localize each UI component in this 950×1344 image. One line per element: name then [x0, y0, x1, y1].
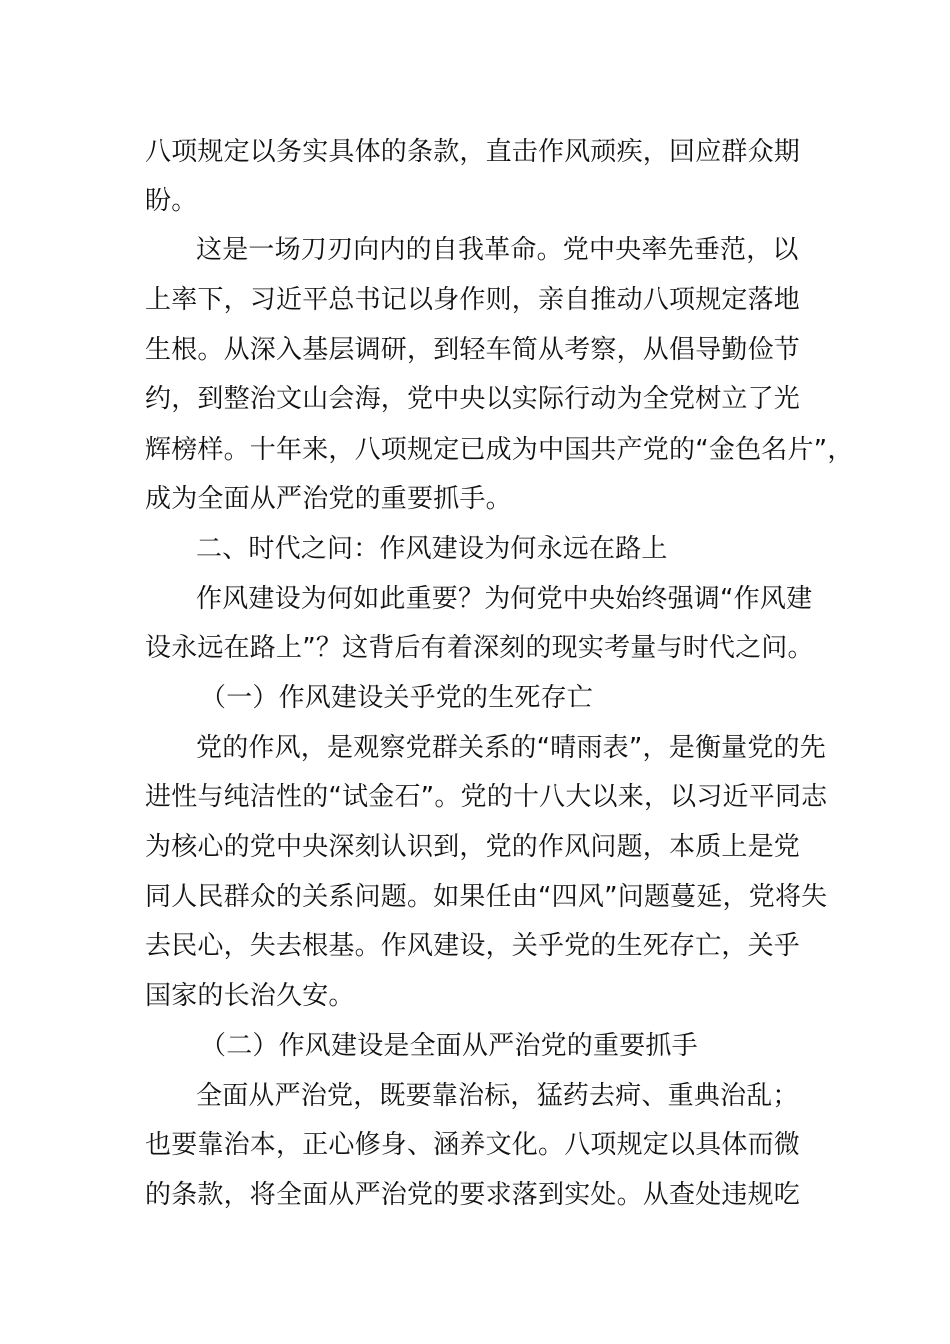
text-line: 盼。 [145, 186, 198, 216]
text-line: 党的作风，是观察党群关系的“晴雨表”，是衡量党的先 [196, 733, 826, 763]
text-line: 这是一场刀刃向内的自我革命。党中央率先垂范，以 [196, 235, 799, 265]
text-line: 国家的长治久安。 [145, 981, 355, 1011]
subsection-heading: （一）作风建设关乎党的生死存亡 [200, 683, 594, 713]
text-line: 也要靠治本，正心修身、涵养文化。八项规定以具体而微 [145, 1130, 801, 1160]
text-line: 辉榜样。十年来，八项规定已成为中国共产党的“金色名片”， [145, 435, 854, 465]
text-line: 设永远在路上”？这背后有着深刻的现实考量与时代之问。 [145, 633, 814, 663]
text-line: 成为全面从严治党的重要抓手。 [145, 484, 512, 514]
text-line: 八项规定以务实具体的条款，直击作风顽疾，回应群众期 [145, 137, 801, 167]
text-line: 的条款，将全面从严治党的要求落到实处。从查处违规吃 [145, 1180, 801, 1210]
text-line: 作风建设为何如此重要？为何党中央始终强调“作风建 [196, 584, 813, 614]
text-line: 去民心，失去根基。作风建设，关乎党的生死存亡，关乎 [145, 931, 801, 961]
text-line: 生根。从深入基层调研，到轻车简从考察，从倡导勤俭节 [145, 335, 801, 365]
text-line: 进性与纯洁性的“试金石”。党的十八大以来，以习近平同志 [145, 782, 828, 812]
text-line: 同人民群众的关系问题。如果任由“四风”问题蔓延，党将失 [145, 882, 828, 912]
subsection-heading: （二）作风建设是全面从严治党的重要抓手 [200, 1031, 698, 1061]
text-line: 约，到整治文山会海，党中央以实际行动为全党树立了光 [145, 384, 801, 414]
text-line: 全面从严治党，既要靠治标，猛药去疴、重典治乱； [196, 1081, 799, 1111]
text-line: 为核心的党中央深刻认识到，党的作风问题，本质上是党 [145, 832, 801, 862]
text-line: 上率下，习近平总书记以身作则，亲自推动八项规定落地 [145, 285, 801, 315]
section-heading: 二、时代之问：作风建设为何永远在路上 [196, 534, 668, 564]
